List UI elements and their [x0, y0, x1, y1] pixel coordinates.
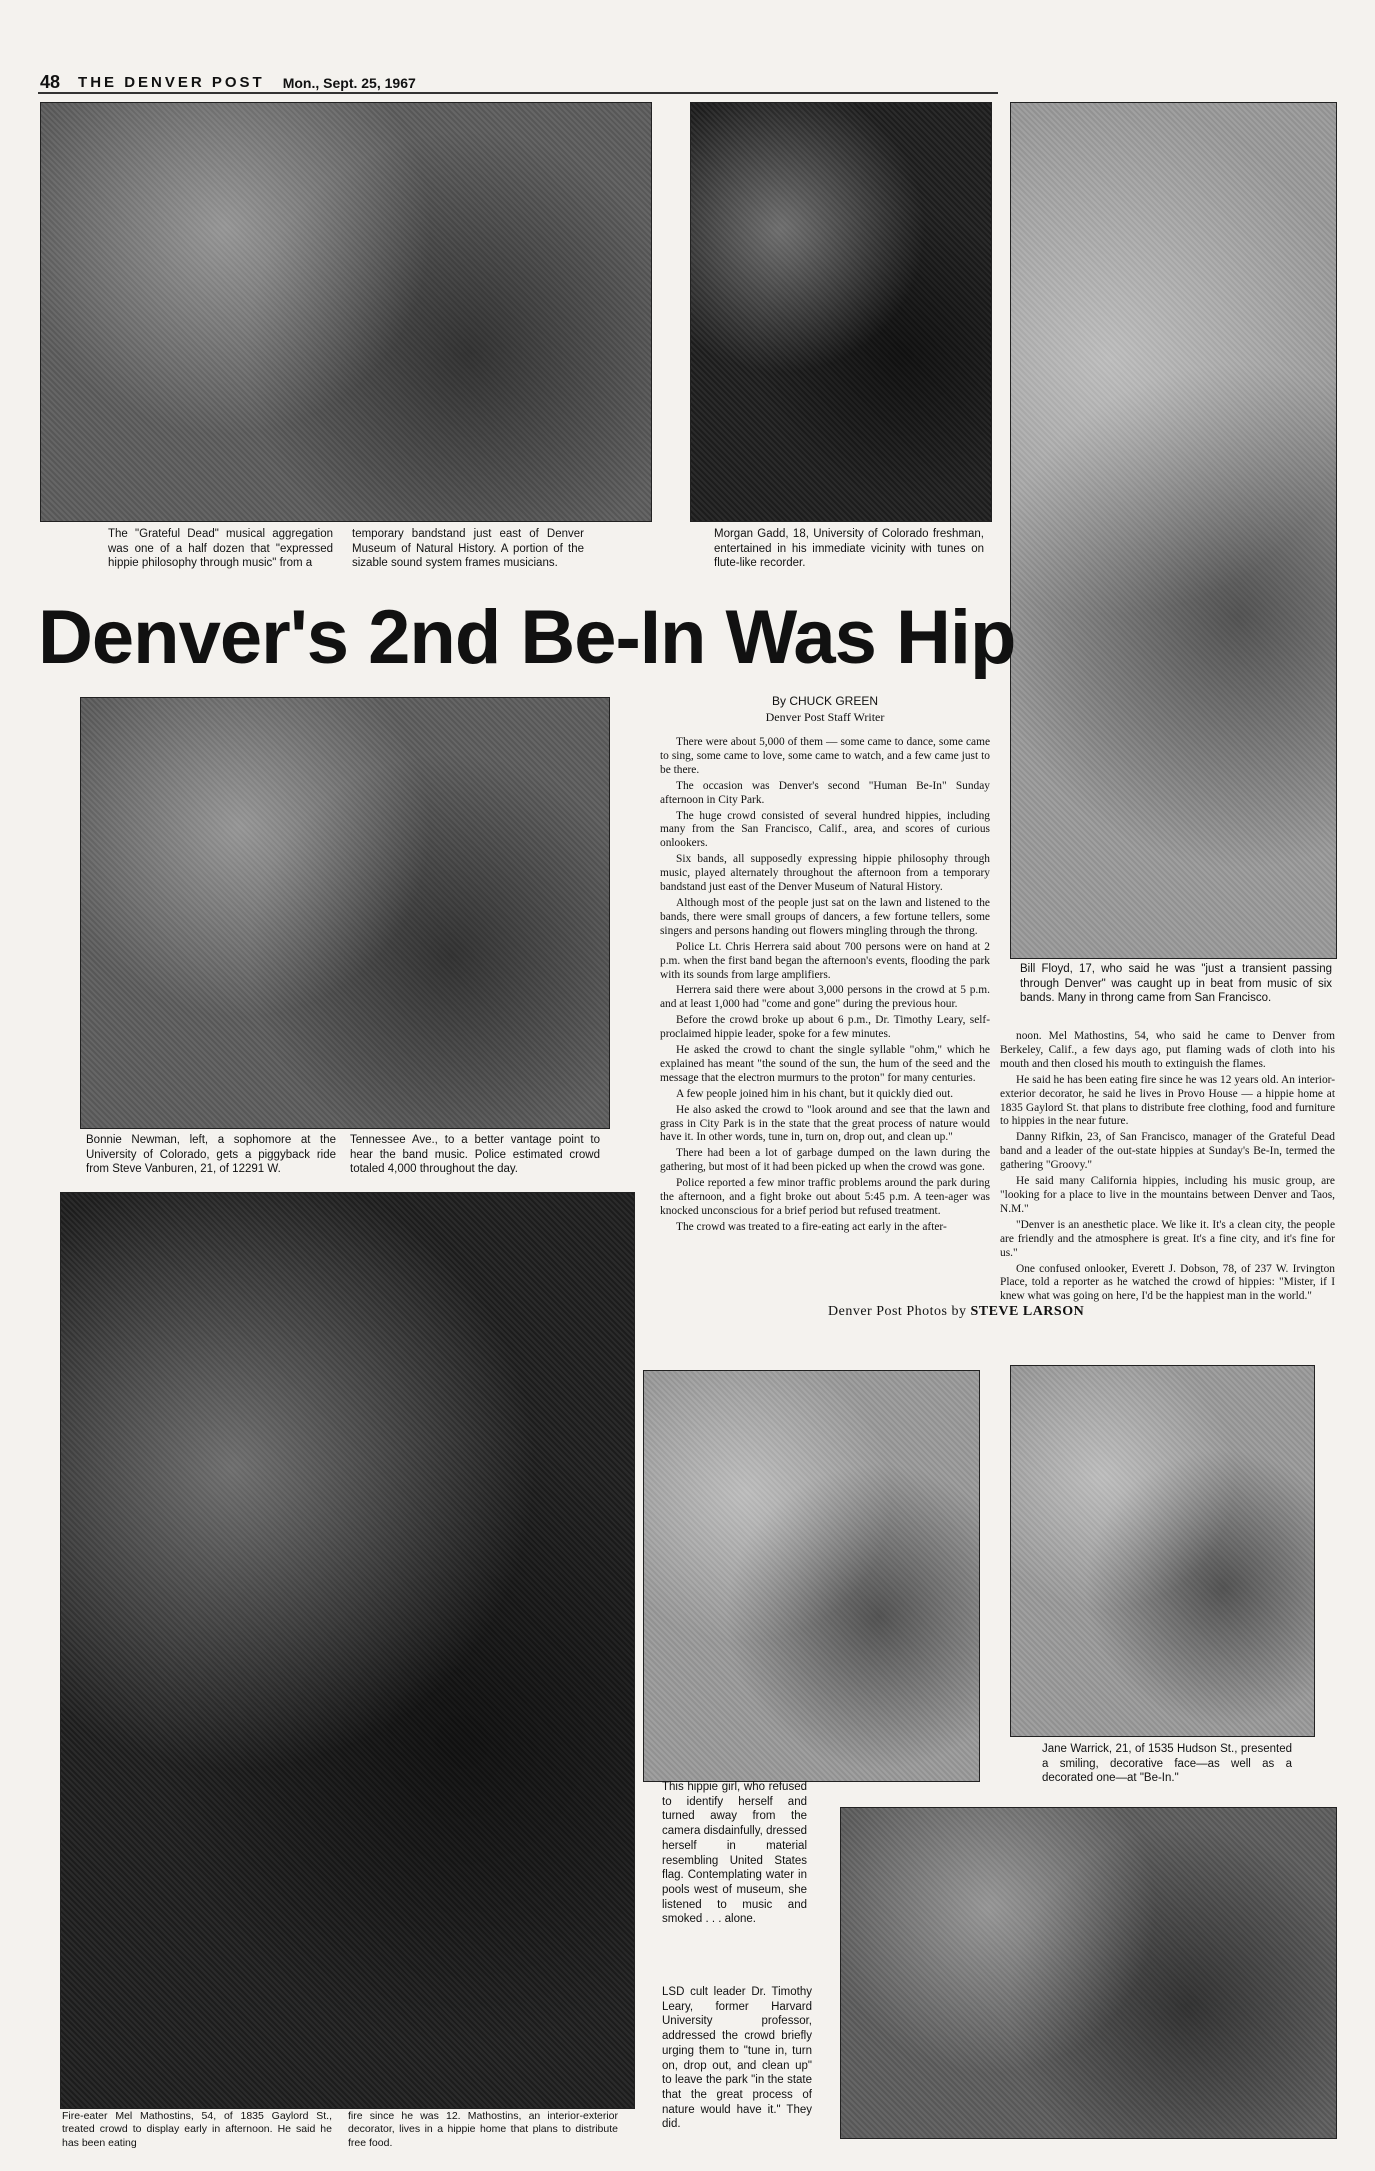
photo-crowd-fire-eater — [60, 1192, 635, 2109]
article-paragraph: Danny Rifkin, 23, of San Francisco, manager of the Grateful Dead band and a leader of the out-state hippies at Sunday's Be-In, termed the gathering "Groovy." — [1000, 1131, 1335, 1172]
photo-morgan-gadd — [690, 102, 992, 522]
photo-timothy-leary — [840, 1807, 1337, 2139]
article-paragraph: The crowd was treated to a fire-eating act early in the after- — [676, 1220, 947, 1233]
article-paragraph: "Denver is an anesthetic place. We like it. It's a clean city, the people are friendly and the atmosphere is great. It's a fine city, and it's fine for us." — [1000, 1218, 1335, 1259]
photo-credit — [828, 1304, 1084, 1320]
article-paragraph: The occasion was Denver's second "Human Be-In" Sunday afternoon in City Park. — [660, 779, 990, 806]
caption-grateful-dead-right: temporary bandstand just east of Denver Museum of Natural History. A portion of the sizable sound system frames musicians. — [352, 528, 584, 570]
caption-bonnie-left: Bonnie Newman, left, a sophomore at the University of Colorado, gets a piggyback ride from Steve Vanburen, 21, of 12291 W. — [86, 1134, 336, 1176]
article-column-1 — [660, 736, 990, 1237]
caption-fire-eater-right: fire since he was 12. Mathostins, an interior-exterior decorator, lives in a hippie home that plans to distribute free food. — [348, 2110, 618, 2149]
article-paragraph: There were about 5,000 of them — some came to dance, some came to sing, some came to love, some came to watch, and a few came just to be there. — [660, 736, 990, 776]
paper-name: THE DENVER POST — [78, 74, 265, 91]
photo-credit-name: STEVE LARSON — [970, 1304, 1085, 1319]
article-paragraph: He asked the crowd to chant the single syllable "ohm," which he explained has meant "the sound of the sun, the hum of the seed and the message that the electron murmurs to the proton" for many centuries. — [660, 1044, 990, 1084]
byline-author: By CHUCK GREEN — [771, 694, 878, 708]
byline — [660, 694, 990, 725]
caption-bonnie-right: Tennessee Ave., to a better vantage point to hear the band music. Police estimated crowd totaled 4,000 throughout the day. — [350, 1134, 600, 1176]
caption-bill-floyd: Bill Floyd, 17, who said he was "just a transient passing through Denver" was caught up in beat from music of six bands. Many in throng came from San Francisco. — [1020, 963, 1332, 1005]
article-paragraph: Herrera said there were about 3,000 persons in the crowd at 5 p.m. and at least 1,000 had "come and gone" during the previous hour. — [660, 984, 990, 1011]
caption-leary: LSD cult leader Dr. Timothy Leary, former Harvard University professor, addressed the crowd briefly urging them to "tune in, turn on, drop out, and clean up" to leave the park "in the state that the great process of nature would have it." They did. — [662, 1986, 812, 2131]
article-paragraph: There had been a lot of garbage dumped on the lawn during the gathering, but most of it had been picked up when the crowd was gone. — [660, 1147, 990, 1174]
article-paragraph: Although most of the people just sat on the lawn and listened to the bands, there were small groups of dancers, a few fortune tellers, some singers and persons handing out flowers mingling through the throng. — [660, 896, 990, 937]
article-paragraph: The huge crowd consisted of several hundred hippies, including many from the San Francisco, Calif., area, and scores of curious onlookers. — [660, 809, 990, 850]
caption-grateful-dead-left: The "Grateful Dead" musical aggregation was one of a half dozen that "expressed hippie philosophy through music" from a — [108, 528, 333, 570]
article-paragraph: He said many California hippies, including his music group, are "looking for a place to live in the mountains between Denver and Taos, N.M." — [1000, 1175, 1335, 1215]
article-paragraph: A few people joined him in his chant, but it quickly died out. — [676, 1087, 954, 1100]
photo-flag-girl — [643, 1370, 980, 1782]
article-paragraph: Police Lt. Chris Herrera said about 700 persons were on hand at 2 p.m. when the first band began the afternoon's events, flooding the park with its sounds from large amplifiers. — [660, 940, 990, 981]
article-column-2 — [1000, 1030, 1335, 1306]
photo-jane-warrick — [1010, 1365, 1315, 1737]
article-paragraph: He said he has been eating fire since he was 12 years old. An interior-exterior decorator, he said he lives in Provo House — a hippie home at 1835 Gaylord St. that plans to distribute free clothing, food and furniture to hippies in the near future. — [1000, 1073, 1335, 1128]
article-paragraph: Before the crowd broke up about 6 p.m., Dr. Timothy Leary, self-proclaimed hippie leader, spoke for a few minutes. — [660, 1014, 990, 1041]
article-paragraph: Six bands, all supposedly expressing hippie philosophy through music, played alternately throughout the afternoon from a temporary bandstand just east of the Denver Museum of Natural History. — [660, 853, 990, 894]
byline-role: Denver Post Staff Writer — [765, 709, 885, 724]
caption-morgan-gadd: Morgan Gadd, 18, University of Colorado freshman, entertained in his immediate vicinity with tunes on flute-like recorder. — [714, 528, 984, 570]
article-paragraph: Police reported a few minor traffic problems around the park during the afternoon, and a fight broke out about 5:45 p.m. A teen-ager was knocked unconscious for a brief period but refused treatment. — [660, 1177, 990, 1217]
caption-hippie-girl: This hippie girl, who refused to identify herself and turned away from the camera disdainfully, dressed herself in material resembling United States flag. Contemplating water in pools west of museum, she listened to music and smoked . . . alone. — [662, 1781, 807, 1926]
caption-fire-eater-left: Fire-eater Mel Mathostins, 54, of 1835 Gaylord St., treated crowd to display early in afternoon. He said he has been eating — [62, 2110, 332, 2149]
photo-piggyback — [80, 697, 610, 1129]
masthead-rule — [38, 92, 998, 94]
page-number: 48 — [40, 72, 61, 92]
caption-jane-warrick: Jane Warrick, 21, of 1535 Hudson St., presented a smiling, decorative face—as well as a decorated one—at "Be-In." — [1042, 1743, 1292, 1785]
article-paragraph: He also asked the crowd to "look around and see that the lawn and grass in City Park is in the state that the great process of nature would have it. In other words, tune in, turn on, drop out, and clean up." — [660, 1103, 990, 1144]
headline: Denver's 2nd Be-In Was Hip — [38, 595, 1016, 680]
photo-bill-floyd — [1010, 102, 1337, 959]
masthead — [40, 72, 416, 93]
article-paragraph: noon. Mel Mathostins, 54, who said he came to Denver from Berkeley, Calif., a few days ago, put flaming wads of cloth into his mouth and then closed his mouth to extinguish the flames. — [1000, 1030, 1335, 1070]
photo-grateful-dead — [40, 102, 652, 522]
article-paragraph: One confused onlooker, Everett J. Dobson, 78, of 237 W. Irvington Place, told a reporter as he watched the crowd of hippies: "Mister, if I knew what was going on here, I'd be the happiest man in the world." — [1000, 1262, 1335, 1303]
issue-date: Mon., Sept. 25, 1967 — [282, 74, 416, 91]
photo-credit-prefix: Denver Post Photos by — [828, 1304, 967, 1319]
